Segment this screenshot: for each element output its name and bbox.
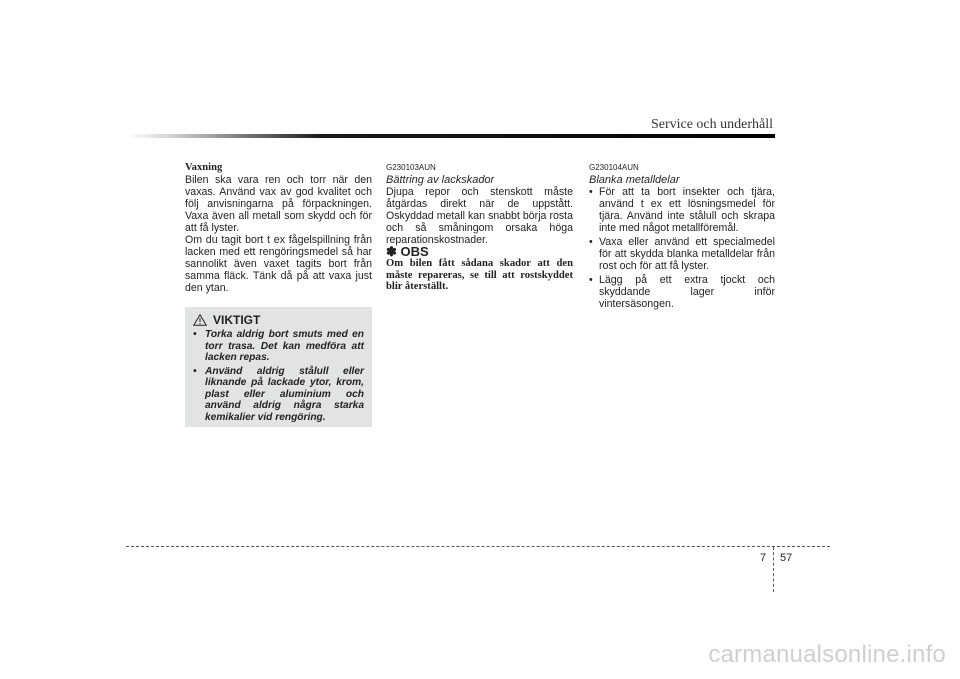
note-text: Om bilen fått sådana skador att den måste repareras, se till att rostskyddet blir återställt. [386, 258, 573, 292]
bright-metal-heading: Blanka metalldelar [589, 174, 680, 186]
column-bright-metal [589, 162, 775, 312]
paint-repair-body: Djupa repor och stenskott måste åtgärdas direkt när de uppstått. Oskyddad metall kan snabbt börja rosta och så småningom orsaka höga reparationskostnader. [386, 186, 573, 246]
bright-metal-list [589, 186, 775, 310]
note-heading: ✽ OBS [386, 244, 429, 259]
waxing-paragraph-1: Bilen ska vara ren och torr när den vaxas. Använd vax av god kvalitet och följ anvisningarna på förpackningen. Vaxa även all metall som skydd och för att få lyster. [185, 174, 372, 234]
column-paint-repair [386, 162, 573, 293]
header-rule [127, 134, 775, 138]
caution-title: VIKTIGT [213, 313, 261, 327]
caution-item: • Använd aldrig stålull eller liknande på lackade ytor, krom, plast eller aluminium och använd aldrig några starka kemikalier vid rengöring. [193, 366, 364, 424]
caution-header [193, 313, 364, 327]
list-item: • Vaxa eller använd ett specialmedel för att skydda blanka metalldelar från rost och för att få lyster. [589, 236, 775, 272]
section-code: G230103AUN [386, 163, 436, 172]
caution-list [193, 329, 364, 423]
list-item: • För att ta bort insekter och tjära, använd t ex ett lösningsmedel för tjära. Använd inte stålull och skrapa inte med något metallföremål. [589, 186, 775, 234]
warning-triangle-icon [193, 314, 207, 326]
page-number: 57 [780, 552, 793, 564]
list-item: • Lägg på ett extra tjockt och skyddande lager inför vintersäsongen. [589, 274, 775, 310]
page-number-divider [773, 547, 774, 592]
watermark: carmanualsonline.info [708, 641, 946, 668]
caution-item: • Torka aldrig bort smuts med en torr trasa. Det kan medföra att lacken repas. [193, 329, 364, 364]
section-code: G230104AUN [589, 163, 639, 172]
paint-repair-heading: Bättring av lackskador [386, 174, 495, 186]
waxing-paragraph-2: Om du tagit bort t ex fågelspillning från lacken med ett rengöringsmedel så har sannolikt även vaxet tagits bort från samma fläck. Tänk då på att vaxa just den ytan. [185, 234, 372, 294]
section-title: Service och underhåll [650, 117, 773, 132]
caution-box [185, 307, 372, 427]
footer-rule [126, 546, 830, 547]
chapter-number: 7 [760, 552, 767, 564]
column-waxing [185, 162, 372, 294]
waxing-heading: Vaxning [185, 162, 223, 173]
